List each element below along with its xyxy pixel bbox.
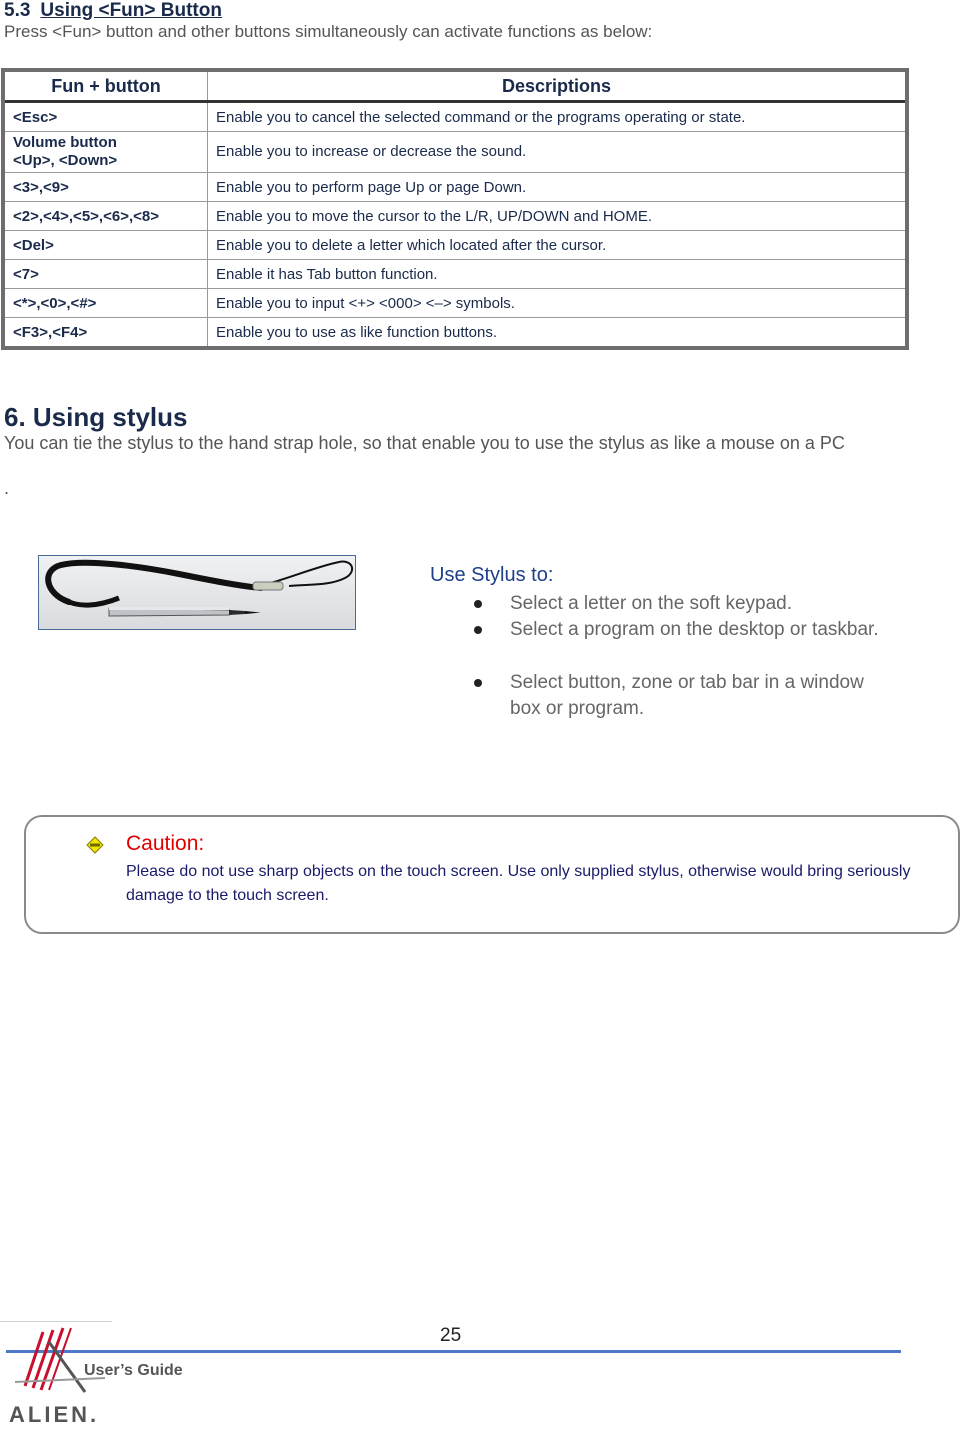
row-key-text: Volume button <Up>, <Down>: [13, 134, 118, 169]
row-desc: Enable you to perform page Up or page Down.: [208, 173, 908, 202]
row-key: <F3>,<F4>: [3, 318, 208, 349]
bullet-dot-icon: [474, 679, 482, 687]
row-desc: Enable you to move the cursor to the L/R, UP/DOWN and HOME.: [208, 202, 908, 231]
row-desc: Enable it has Tab button function.: [208, 260, 908, 289]
row-key: <3>,<9>: [3, 173, 208, 202]
table-row: [3, 231, 907, 260]
use-stylus-title: Use Stylus to:: [430, 564, 554, 586]
svg-text:ALIEN.: ALIEN.: [9, 1402, 100, 1426]
row-desc: Enable you to delete a letter which located after the cursor.: [208, 231, 908, 260]
stylus-section-trailing: .: [4, 478, 10, 498]
stylus-illustration-icon: [39, 556, 355, 629]
bullet-dot-icon: [474, 600, 482, 608]
row-key: [3, 132, 208, 173]
row-key: <2>,<4>,<5>,<6>,<8>: [3, 202, 208, 231]
footer-divider-short: [0, 1321, 112, 1322]
table-row: [3, 318, 907, 349]
column-header-key: Fun + button: [3, 70, 208, 102]
caution-text: Please do not use sharp objects on the touch screen. Use only supplied stylus, otherwise would bring seriously damage to the touch screen.: [126, 863, 911, 904]
stylus-photo: [38, 555, 356, 630]
row-key: <*>,<0>,<#>: [3, 289, 208, 318]
footer-guide-label: User’s Guide: [84, 1362, 183, 1379]
table-row: [3, 102, 907, 132]
table-row: [3, 132, 907, 173]
caution-title: Caution:: [126, 832, 205, 855]
section-intro: Press <Fun> button and other buttons simultaneously can activate functions as below:: [4, 22, 653, 41]
stylus-section-body: You can tie the stylus to the hand strap hole, so that enable you to use the stylus as like a mouse on a PC: [4, 433, 845, 453]
fun-button-table: [1, 68, 909, 350]
table-row: [3, 260, 907, 289]
row-key: <Del>: [3, 231, 208, 260]
row-desc: Enable you to input <+> <000> <–> symbols.: [208, 289, 908, 318]
row-desc: Enable you to increase or decrease the sound.: [208, 132, 908, 173]
stylus-section-title: 6. Using stylus: [4, 402, 188, 432]
table-row: [3, 289, 907, 318]
bullet-dot-icon: [474, 626, 482, 634]
row-desc: Enable you to cancel the selected command or the programs operating or state.: [208, 102, 908, 132]
table-header-row: [3, 70, 907, 102]
column-header-desc: Descriptions: [208, 70, 908, 102]
footer-divider: [6, 1350, 901, 1353]
table-row: [3, 202, 907, 231]
row-key: <7>: [3, 260, 208, 289]
page-number: 25: [440, 1325, 462, 1346]
row-desc: Enable you to use as like function buttons.: [208, 318, 908, 349]
row-key: <Esc>: [3, 102, 208, 132]
section-title: 5.3 Using <Fun> Button: [4, 0, 222, 21]
table-row: [3, 173, 907, 202]
caution-diamond-icon: [86, 836, 104, 859]
